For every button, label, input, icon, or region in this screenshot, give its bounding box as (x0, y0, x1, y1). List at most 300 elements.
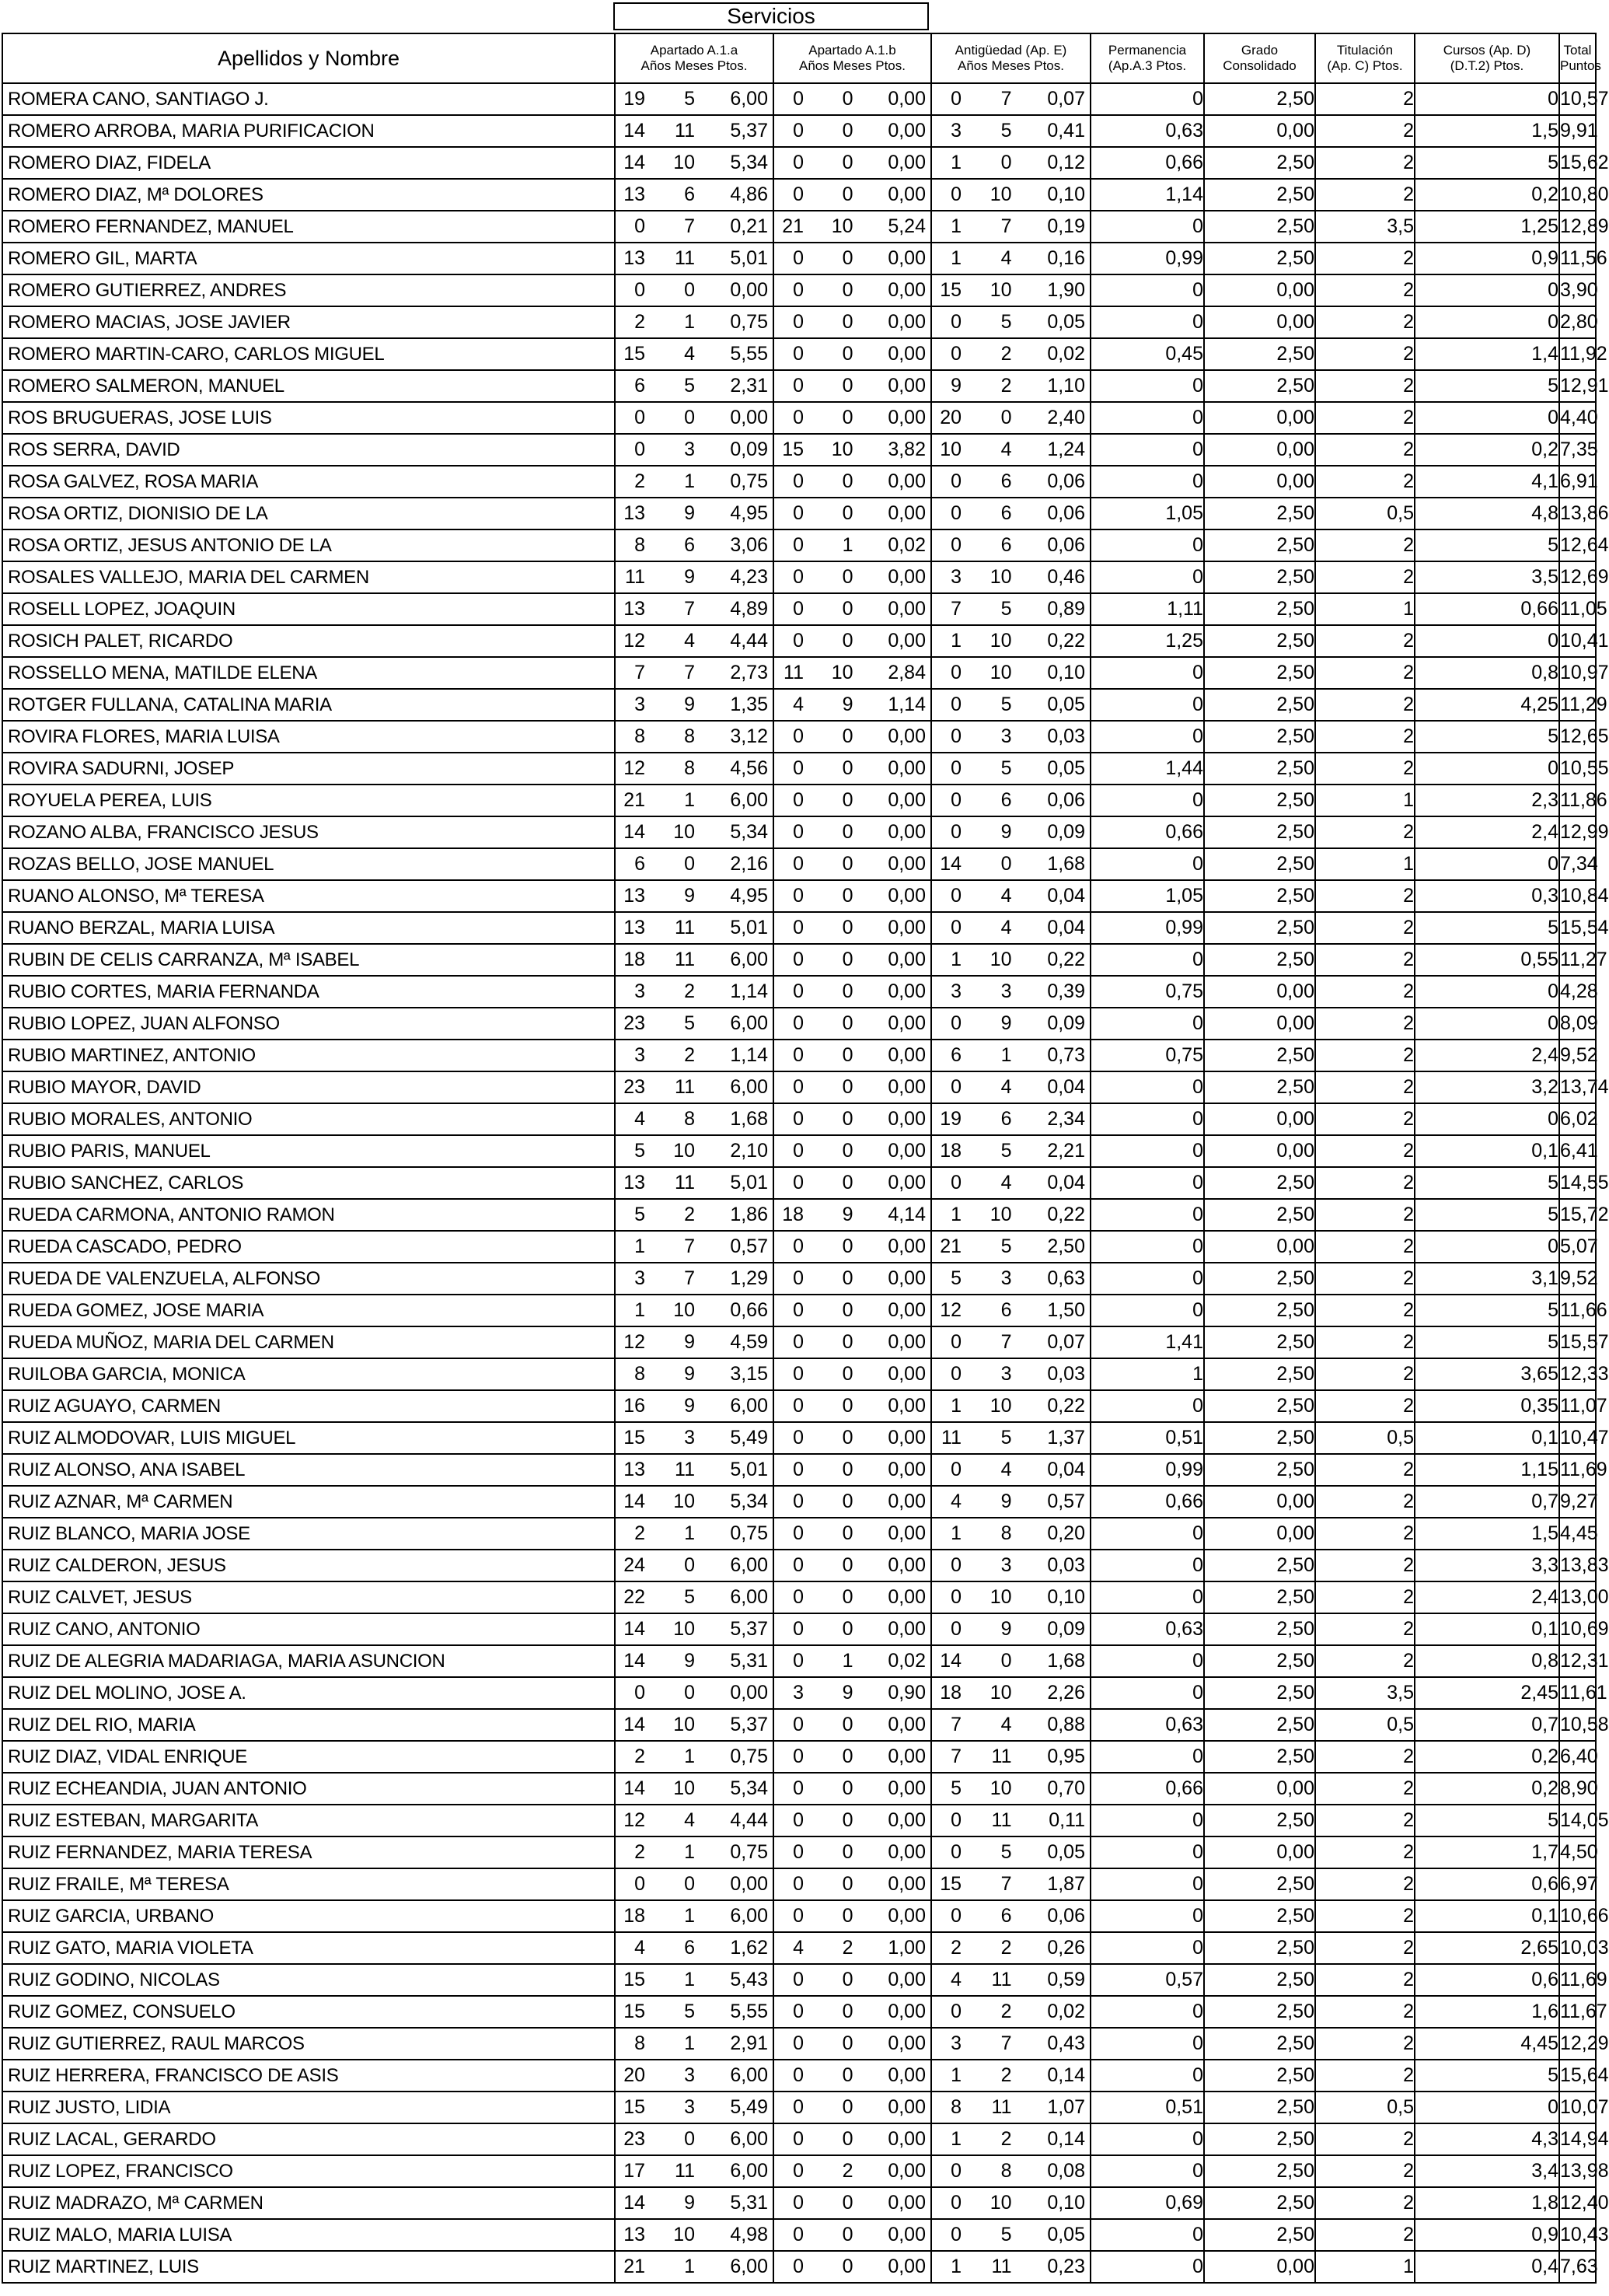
total-cell: 12,91 (1559, 370, 1596, 402)
total-cell: 4,40 (1559, 402, 1596, 434)
antiguedad-months: 6 (1000, 789, 1012, 811)
antiguedad-cell (931, 1677, 1091, 1709)
total-cell: 10,41 (1559, 625, 1596, 657)
cursos-cell: 3,2 (1415, 1071, 1559, 1103)
grado-cell: 2,50 (1204, 1422, 1315, 1454)
antiguedad-years: 14 (940, 1650, 962, 1672)
a1a-years: 23 (623, 1076, 645, 1098)
a1a-points: 4,44 (730, 630, 768, 652)
a1a-points: 5,37 (730, 120, 768, 142)
table-row (2, 2060, 1596, 2092)
cursos-cell: 1,8 (1415, 2187, 1559, 2219)
a1b-months: 0 (842, 2224, 853, 2245)
antiguedad-points: 0,57 (1047, 1490, 1085, 1512)
a1a-months: 9 (684, 1363, 695, 1385)
permanencia-cell: 0 (1091, 1677, 1204, 1709)
a1a-points: 6,00 (730, 1905, 768, 1927)
antiguedad-cell (931, 785, 1091, 816)
a1b-years: 0 (793, 1235, 804, 1257)
a1b-years: 3 (793, 1682, 804, 1704)
grado-cell: 2,50 (1204, 689, 1315, 721)
a1b-years: 0 (793, 1331, 804, 1353)
a1b-years: 0 (793, 88, 804, 110)
grado-cell: 2,50 (1204, 816, 1315, 848)
a1b-points: 0,00 (888, 1140, 926, 1162)
antiguedad-years: 2 (951, 1937, 962, 1959)
a1b-months: 0 (842, 1395, 853, 1417)
a1a-points: 0,75 (730, 470, 768, 492)
antiguedad-years: 4 (951, 1969, 962, 1990)
titulacion-cell: 2 (1315, 1741, 1415, 1773)
antiguedad-years: 0 (951, 662, 962, 683)
permanencia-cell: 0,51 (1091, 2092, 1204, 2123)
permanencia-cell: 0 (1091, 83, 1204, 115)
a1a-years: 8 (634, 1363, 645, 1385)
a1a-points: 5,34 (730, 152, 768, 173)
a1a-points: 5,37 (730, 1714, 768, 1735)
a1a-points: 1,86 (730, 1204, 768, 1225)
name-cell: ROMERA CANO, SANTIAGO J. (2, 83, 615, 115)
table-row (2, 689, 1596, 721)
a1a-months: 10 (673, 1714, 695, 1735)
a1b-years: 0 (793, 566, 804, 588)
antiguedad-years: 1 (951, 2256, 962, 2277)
antiguedad-points: 0,09 (1047, 1012, 1085, 1034)
a1a-months: 11 (675, 1459, 695, 1480)
permanencia-cell: 0 (1091, 1581, 1204, 1613)
a1a-years: 6 (634, 375, 645, 397)
permanencia-cell: 0 (1091, 657, 1204, 689)
a1a-months: 7 (684, 215, 695, 237)
a1b-points: 0,00 (888, 1490, 926, 1512)
a1b-points: 0,00 (888, 407, 926, 428)
a1a-cell (615, 83, 773, 115)
antiguedad-points: 1,24 (1047, 439, 1085, 460)
antiguedad-points: 1,68 (1047, 853, 1085, 875)
a1b-cell (773, 1358, 931, 1390)
antiguedad-months: 10 (989, 2192, 1012, 2214)
antiguedad-months: 9 (1000, 1012, 1012, 1034)
a1a-points: 6,00 (730, 2064, 768, 2086)
a1a-months: 3 (684, 1427, 695, 1449)
a1a-cell (615, 1613, 773, 1645)
table-row (2, 944, 1596, 976)
antiguedad-years: 0 (951, 2160, 962, 2182)
a1b-cell (773, 338, 931, 370)
titulacion-cell: 2 (1315, 1199, 1415, 1231)
a1a-cell (615, 2123, 773, 2155)
table-row (2, 1486, 1596, 1518)
a1b-cell (773, 370, 931, 402)
antiguedad-months: 5 (1000, 694, 1012, 715)
cursos-cell: 5 (1415, 370, 1559, 402)
total-cell: 9,91 (1559, 115, 1596, 147)
a1b-points: 0,00 (888, 1459, 926, 1480)
a1a-cell (615, 1518, 773, 1550)
a1b-months: 0 (842, 183, 853, 205)
a1b-cell (773, 402, 931, 434)
titulacion-cell: 2 (1315, 1103, 1415, 1135)
permanencia-cell: 0 (1091, 1805, 1204, 1836)
antiguedad-cell (931, 498, 1091, 529)
antiguedad-points: 0,06 (1047, 1905, 1085, 1927)
a1a-years: 16 (623, 1395, 645, 1417)
titulacion-cell: 0,5 (1315, 2092, 1415, 2123)
table-row (2, 1040, 1596, 1071)
table-row (2, 338, 1596, 370)
name-cell: RUILOBA GARCIA, MONICA (2, 1358, 615, 1390)
a1a-months: 11 (675, 247, 695, 269)
antiguedad-points: 0,05 (1047, 694, 1085, 715)
header-permanencia: Permanencia (Ap.A.3 Ptos. (1091, 33, 1204, 83)
a1a-cell (615, 147, 773, 179)
a1b-months: 0 (842, 2256, 853, 2277)
a1b-months: 0 (842, 1172, 853, 1193)
a1b-months: 0 (842, 1459, 853, 1480)
a1a-months: 9 (684, 502, 695, 524)
antiguedad-months: 3 (1000, 1554, 1012, 1576)
header-name: Apellidos y Nombre (2, 33, 615, 83)
a1b-years: 0 (793, 853, 804, 875)
a1b-cell (773, 1996, 931, 2028)
a1a-points: 5,43 (730, 1969, 768, 1990)
a1a-cell (615, 816, 773, 848)
titulacion-cell: 2 (1315, 1613, 1415, 1645)
permanencia-cell: 0 (1091, 848, 1204, 880)
a1b-years: 0 (793, 1746, 804, 1767)
titulacion-cell: 1 (1315, 2251, 1415, 2283)
a1a-years: 12 (623, 757, 645, 779)
name-cell: RUEDA DE VALENZUELA, ALFONSO (2, 1263, 615, 1295)
table-row (2, 2219, 1596, 2251)
grado-cell: 2,50 (1204, 561, 1315, 593)
a1a-cell (615, 1390, 773, 1422)
a1b-months: 0 (842, 598, 853, 620)
grado-cell: 2,50 (1204, 1868, 1315, 1900)
cursos-cell: 1,5 (1415, 1518, 1559, 1550)
grado-cell: 2,50 (1204, 1199, 1315, 1231)
grado-cell: 0,00 (1204, 1103, 1315, 1135)
a1a-years: 0 (634, 279, 645, 301)
a1a-months: 11 (675, 949, 695, 970)
antiguedad-months: 9 (1000, 1490, 1012, 1512)
antiguedad-months: 10 (989, 183, 1012, 205)
grado-cell: 0,00 (1204, 2251, 1315, 2283)
cursos-cell: 0,1 (1415, 1135, 1559, 1167)
a1b-years: 0 (793, 1299, 804, 1321)
grado-cell: 2,50 (1204, 2028, 1315, 2060)
a1a-years: 23 (623, 1012, 645, 1034)
antiguedad-points: 0,14 (1047, 2064, 1085, 2086)
a1a-years: 3 (634, 1267, 645, 1289)
a1b-months: 0 (842, 2032, 853, 2054)
antiguedad-months: 4 (1000, 885, 1012, 907)
antiguedad-months: 5 (1000, 1841, 1012, 1863)
table-row (2, 816, 1596, 848)
antiguedad-years: 19 (940, 1108, 962, 1130)
a1a-months: 10 (673, 1618, 695, 1640)
antiguedad-points: 0,10 (1047, 1586, 1085, 1608)
name-cell: RUIZ DE ALEGRIA MADARIAGA, MARIA ASUNCION (2, 1645, 615, 1677)
total-cell: 4,28 (1559, 976, 1596, 1008)
permanencia-cell: 0 (1091, 1741, 1204, 1773)
name-cell: ROSELL LOPEZ, JOAQUIN (2, 593, 615, 625)
a1a-cell (615, 1199, 773, 1231)
grado-cell: 2,50 (1204, 1040, 1315, 1071)
name-cell: ROZAS BELLO, JOSE MANUEL (2, 848, 615, 880)
cursos-cell: 0,6 (1415, 1868, 1559, 1900)
grado-cell: 0,00 (1204, 274, 1315, 306)
total-cell: 11,86 (1559, 785, 1596, 816)
name-cell: RUIZ GATO, MARIA VIOLETA (2, 1932, 615, 1964)
grado-cell: 2,50 (1204, 147, 1315, 179)
titulacion-cell: 2 (1315, 816, 1415, 848)
name-cell: RUIZ ALONSO, ANA ISABEL (2, 1454, 615, 1486)
permanencia-cell: 1,05 (1091, 880, 1204, 912)
antiguedad-months: 6 (1000, 534, 1012, 556)
titulacion-cell: 2 (1315, 179, 1415, 211)
titulacion-cell: 2 (1315, 2123, 1415, 2155)
titulacion-cell: 2 (1315, 1581, 1415, 1613)
a1b-points: 0,00 (888, 375, 926, 397)
a1a-points: 2,91 (730, 2032, 768, 2054)
cursos-cell: 2,4 (1415, 1040, 1559, 1071)
total-cell: 11,69 (1559, 1964, 1596, 1996)
a1a-months: 1 (684, 2256, 695, 2277)
a1b-years: 0 (793, 1905, 804, 1927)
antiguedad-cell (931, 274, 1091, 306)
cursos-cell: 4,25 (1415, 689, 1559, 721)
a1a-points: 1,68 (730, 1108, 768, 1130)
antiguedad-months: 0 (1000, 407, 1012, 428)
cursos-cell: 0,2 (1415, 1741, 1559, 1773)
a1b-months: 0 (842, 311, 853, 333)
cursos-cell: 3,4 (1415, 2155, 1559, 2187)
antiguedad-points: 0,05 (1047, 757, 1085, 779)
a1a-years: 20 (623, 2064, 645, 2086)
table-row (2, 976, 1596, 1008)
a1a-cell (615, 2060, 773, 2092)
a1b-months: 0 (842, 949, 853, 970)
a1a-points: 5,31 (730, 2192, 768, 2214)
a1a-cell (615, 753, 773, 785)
a1a-points: 2,10 (730, 1140, 768, 1162)
antiguedad-months: 11 (991, 1969, 1012, 1990)
a1b-cell (773, 243, 931, 274)
a1a-points: 5,01 (730, 917, 768, 938)
a1b-months: 0 (842, 1809, 853, 1831)
a1a-months: 1 (684, 789, 695, 811)
name-cell: ROMERO FERNANDEZ, MANUEL (2, 211, 615, 243)
table-row (2, 370, 1596, 402)
a1b-cell (773, 816, 931, 848)
a1a-months: 10 (673, 1777, 695, 1799)
grado-cell: 2,50 (1204, 179, 1315, 211)
titulacion-cell: 2 (1315, 1008, 1415, 1040)
total-cell: 11,66 (1559, 1295, 1596, 1326)
a1a-cell (615, 625, 773, 657)
a1a-points: 6,00 (730, 88, 768, 110)
antiguedad-points: 0,22 (1047, 630, 1085, 652)
a1b-cell (773, 115, 931, 147)
name-cell: RUBIO PARIS, MANUEL (2, 1135, 615, 1167)
antiguedad-years: 0 (951, 789, 962, 811)
a1b-years: 4 (793, 1937, 804, 1959)
permanencia-cell: 0 (1091, 434, 1204, 466)
grado-cell: 2,50 (1204, 370, 1315, 402)
a1a-years: 8 (634, 725, 645, 747)
a1a-years: 15 (623, 343, 645, 365)
a1a-years: 2 (634, 470, 645, 492)
a1b-months: 0 (842, 1427, 853, 1449)
antiguedad-points: 0,06 (1047, 470, 1085, 492)
a1a-years: 12 (623, 1331, 645, 1353)
name-cell: ROVIRA SADURNI, JOSEP (2, 753, 615, 785)
a1a-months: 11 (675, 120, 695, 142)
a1a-cell (615, 115, 773, 147)
antiguedad-cell (931, 1709, 1091, 1741)
a1a-months: 9 (684, 1650, 695, 1672)
antiguedad-cell (931, 529, 1091, 561)
a1a-months: 6 (684, 183, 695, 205)
antiguedad-points: 0,12 (1047, 152, 1085, 173)
a1b-months: 0 (842, 917, 853, 938)
antiguedad-points: 0,07 (1047, 1331, 1085, 1353)
grado-cell: 2,50 (1204, 1454, 1315, 1486)
table-row (2, 1295, 1596, 1326)
grado-cell: 2,50 (1204, 1326, 1315, 1358)
name-cell: RUANO ALONSO, Mª TERESA (2, 880, 615, 912)
a1b-points: 0,00 (888, 917, 926, 938)
antiguedad-years: 18 (940, 1140, 962, 1162)
a1b-years: 0 (793, 1012, 804, 1034)
a1b-months: 0 (842, 2128, 853, 2150)
a1a-cell (615, 1295, 773, 1326)
permanencia-cell: 0 (1091, 211, 1204, 243)
antiguedad-months: 3 (1000, 725, 1012, 747)
a1a-points: 1,14 (730, 980, 768, 1002)
total-cell: 11,07 (1559, 1390, 1596, 1422)
table-row (2, 2251, 1596, 2283)
a1b-points: 0,00 (888, 2128, 926, 2150)
antiguedad-points: 0,20 (1047, 1522, 1085, 1544)
a1a-years: 12 (623, 630, 645, 652)
table-row (2, 2187, 1596, 2219)
titulacion-cell: 0,5 (1315, 1422, 1415, 1454)
permanencia-cell: 1,11 (1091, 593, 1204, 625)
a1b-points: 0,00 (888, 2001, 926, 2022)
table-row (2, 1518, 1596, 1550)
cursos-cell: 0 (1415, 402, 1559, 434)
a1a-cell (615, 880, 773, 912)
a1b-cell (773, 1103, 931, 1135)
a1a-years: 0 (634, 407, 645, 428)
permanencia-cell: 0 (1091, 721, 1204, 753)
cursos-cell: 3,3 (1415, 1550, 1559, 1581)
name-cell: RUIZ GODINO, NICOLAS (2, 1964, 615, 1996)
table-row (2, 1613, 1596, 1645)
cursos-cell: 3,65 (1415, 1358, 1559, 1390)
antiguedad-cell (931, 1805, 1091, 1836)
a1b-cell (773, 1900, 931, 1932)
cursos-cell: 0,3 (1415, 880, 1559, 912)
a1a-years: 2 (634, 1841, 645, 1863)
antiguedad-years: 0 (951, 694, 962, 715)
a1a-months: 10 (673, 152, 695, 173)
a1b-months: 0 (842, 821, 853, 843)
a1b-years: 0 (793, 917, 804, 938)
a1a-points: 5,01 (730, 1459, 768, 1480)
titulacion-cell: 2 (1315, 912, 1415, 944)
grado-cell: 2,50 (1204, 1996, 1315, 2028)
a1a-years: 13 (623, 2224, 645, 2245)
a1a-years: 13 (623, 247, 645, 269)
a1a-cell (615, 1008, 773, 1040)
a1a-months: 5 (684, 88, 695, 110)
a1a-cell (615, 1326, 773, 1358)
a1a-points: 4,95 (730, 885, 768, 907)
cursos-cell: 5 (1415, 912, 1559, 944)
a1a-cell (615, 498, 773, 529)
antiguedad-cell (931, 434, 1091, 466)
a1a-points: 2,73 (730, 662, 768, 683)
grado-cell: 0,00 (1204, 115, 1315, 147)
cursos-cell: 5 (1415, 721, 1559, 753)
table-row (2, 1836, 1596, 1868)
table-row (2, 434, 1596, 466)
permanencia-cell: 0 (1091, 274, 1204, 306)
antiguedad-cell (931, 1390, 1091, 1422)
permanencia-cell: 0 (1091, 402, 1204, 434)
a1a-years: 18 (623, 949, 645, 970)
a1b-points: 0,00 (888, 1076, 926, 1098)
name-cell: ROS BRUGUERAS, JOSE LUIS (2, 402, 615, 434)
a1b-points: 0,00 (888, 1586, 926, 1608)
a1b-cell (773, 1550, 931, 1581)
cursos-cell: 5 (1415, 1199, 1559, 1231)
titulacion-cell: 2 (1315, 657, 1415, 689)
permanencia-cell: 0,66 (1091, 816, 1204, 848)
antiguedad-years: 0 (951, 1905, 962, 1927)
antiguedad-cell (931, 1422, 1091, 1454)
a1b-cell (773, 1040, 931, 1071)
antiguedad-cell (931, 179, 1091, 211)
antiguedad-months: 2 (1000, 343, 1012, 365)
grado-cell: 0,00 (1204, 306, 1315, 338)
name-cell: RUIZ LOPEZ, FRANCISCO (2, 2155, 615, 2187)
total-cell: 6,40 (1559, 1741, 1596, 1773)
total-cell: 14,94 (1559, 2123, 1596, 2155)
antiguedad-months: 11 (991, 1809, 1012, 1831)
total-cell: 3,90 (1559, 274, 1596, 306)
antiguedad-years: 10 (940, 439, 962, 460)
titulacion-cell: 2 (1315, 1805, 1415, 1836)
grado-cell: 2,50 (1204, 944, 1315, 976)
grado-cell: 2,50 (1204, 1550, 1315, 1581)
titulacion-cell: 2 (1315, 1454, 1415, 1486)
antiguedad-months: 6 (1000, 1299, 1012, 1321)
antiguedad-months: 2 (1000, 2064, 1012, 2086)
cursos-cell: 5 (1415, 147, 1559, 179)
a1a-years: 0 (634, 215, 645, 237)
a1b-cell (773, 1868, 931, 1900)
header-antiguedad: Antigüedad (Ap. E) Años Meses Ptos. (931, 33, 1091, 83)
cursos-cell: 4,3 (1415, 2123, 1559, 2155)
a1b-years: 0 (793, 1044, 804, 1066)
grado-cell: 2,50 (1204, 2187, 1315, 2219)
antiguedad-cell (931, 880, 1091, 912)
a1a-points: 0,00 (730, 407, 768, 428)
